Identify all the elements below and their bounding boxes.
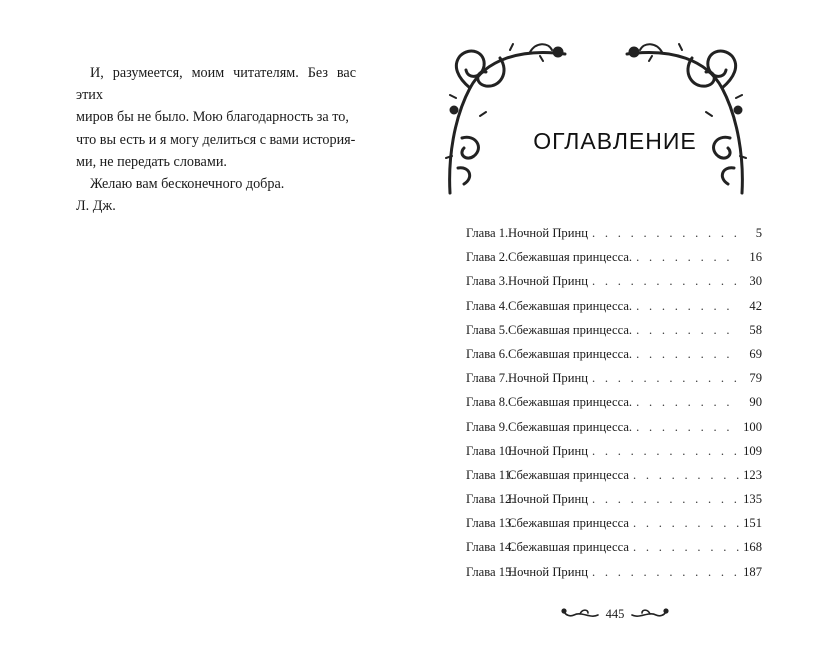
toc-chapter-label: Глава 10. bbox=[466, 443, 515, 458]
page-title: ОГЛАВЛЕНИЕ bbox=[533, 128, 697, 154]
toc-leader-dots bbox=[592, 226, 740, 241]
toc-entry bbox=[466, 492, 762, 516]
toc-leader-dots bbox=[633, 468, 739, 483]
toc-leader-dots bbox=[636, 299, 740, 314]
page-footer bbox=[410, 602, 820, 626]
toc-entry bbox=[466, 250, 762, 274]
toc-chapter-title: Ночной Принц bbox=[508, 274, 588, 289]
toc-chapter-title: Ночной Принц bbox=[508, 492, 588, 507]
toc-chapter-label: Глава 6. bbox=[466, 346, 509, 361]
toc-leader-dots bbox=[636, 395, 740, 410]
toc-leader-dots bbox=[636, 347, 740, 362]
toc-leader-dots bbox=[633, 540, 739, 555]
toc-chapter-label: Глава 15. bbox=[466, 564, 515, 579]
toc-page-number: 30 bbox=[749, 274, 762, 289]
toc-chapter-title: Ночной Принц bbox=[508, 564, 588, 579]
toc-leader-dots bbox=[636, 250, 740, 265]
toc-chapter-title: Сбежавшая принцесса. bbox=[508, 250, 633, 265]
toc-page-number: 187 bbox=[743, 564, 762, 579]
toc-chapter-title: Сбежавшая принцесса. bbox=[508, 395, 633, 410]
toc-page-number: 69 bbox=[749, 346, 762, 361]
dedication-line: миров бы не было. Мою благодарность за то, bbox=[76, 109, 349, 126]
toc-chapter-label: Глава 11. bbox=[466, 467, 515, 482]
toc-entry bbox=[466, 226, 762, 250]
toc-chapter-title: Сбежавшая принцесса. bbox=[508, 322, 633, 337]
toc-chapter-title: Сбежавшая принцесса bbox=[508, 516, 629, 531]
toc-chapter-label: Глава 2. bbox=[466, 250, 509, 265]
toc-leader-dots bbox=[592, 274, 740, 289]
toc-entry bbox=[466, 468, 762, 492]
toc-page-number: 5 bbox=[755, 226, 762, 240]
toc-chapter-label: Глава 14. bbox=[466, 540, 515, 555]
toc-page-number: 135 bbox=[743, 492, 762, 507]
toc-chapter-label: Глава 3. bbox=[466, 274, 509, 289]
toc-page-number: 168 bbox=[743, 540, 762, 555]
toc-leader-dots bbox=[592, 565, 739, 580]
toc-chapter-label: Глава 8. bbox=[466, 395, 509, 410]
dedication-line: что вы есть и я могу делиться с вами история- bbox=[76, 131, 356, 148]
toc-chapter-title: Сбежавшая принцесса. bbox=[508, 346, 633, 361]
toc-chapter-label: Глава 5. bbox=[466, 322, 509, 337]
corner-vine-ornament-icon bbox=[440, 38, 570, 198]
toc-entry bbox=[466, 540, 762, 564]
footer-flourish-right-icon bbox=[630, 607, 670, 621]
toc-page-number: 42 bbox=[749, 298, 762, 313]
toc-page-number: 16 bbox=[749, 250, 762, 265]
toc-entry bbox=[466, 565, 762, 589]
toc-chapter-label: Глава 12. bbox=[466, 492, 515, 507]
toc-chapter-label: Глава 7. bbox=[466, 371, 509, 386]
toc-leader-dots bbox=[633, 516, 739, 531]
dedication-text bbox=[76, 62, 356, 217]
toc-page-number: 58 bbox=[749, 322, 762, 337]
toc-entry bbox=[466, 395, 762, 419]
right-page bbox=[410, 0, 820, 661]
toc-chapter-label: Глава 13. bbox=[466, 516, 515, 531]
toc-chapter-title: Сбежавшая принцесса. bbox=[508, 419, 633, 434]
toc-page-number: 79 bbox=[749, 371, 762, 386]
toc-page-number: 123 bbox=[743, 467, 762, 482]
dedication-paragraph-1 bbox=[76, 62, 356, 173]
toc-chapter-title: Сбежавшая принцесса bbox=[508, 540, 629, 555]
toc-entry bbox=[466, 299, 762, 323]
toc-chapter-label: Глава 4. bbox=[466, 298, 509, 313]
toc-chapter-label: Глава 9. bbox=[466, 419, 509, 434]
toc-leader-dots bbox=[636, 420, 739, 435]
toc-page-number: 151 bbox=[743, 516, 762, 531]
toc-page-number: 90 bbox=[749, 395, 762, 410]
toc-entry bbox=[466, 347, 762, 371]
toc-chapter-title: Ночной Принц bbox=[508, 226, 588, 240]
toc-chapter-title: Ночной Принц bbox=[508, 371, 588, 386]
toc-page-number: 100 bbox=[743, 419, 762, 434]
toc-entry bbox=[466, 420, 762, 444]
toc-chapter-title: Сбежавшая принцесса bbox=[508, 467, 629, 482]
footer-flourish-left-icon bbox=[560, 607, 600, 621]
corner-vine-ornament-icon bbox=[622, 38, 752, 198]
page-number: 445 bbox=[605, 606, 625, 621]
toc-chapter-title: Сбежавшая принцесса. bbox=[508, 298, 633, 313]
table-of-contents bbox=[466, 226, 762, 589]
dedication-paragraph-2: Желаю вам бесконечного добра. bbox=[90, 176, 285, 193]
toc-chapter-title: Ночной Принц bbox=[508, 443, 588, 458]
toc-entry bbox=[466, 274, 762, 298]
toc-entry bbox=[466, 323, 762, 347]
toc-entry bbox=[466, 516, 762, 540]
toc-page-number: 109 bbox=[743, 443, 762, 458]
toc-chapter-label: Глава 1. bbox=[466, 226, 509, 240]
signature: Л. Дж. bbox=[76, 198, 116, 215]
toc-leader-dots bbox=[592, 444, 739, 459]
dedication-line: И, разумеется, моим читателям. Без вас этих bbox=[76, 65, 356, 104]
dedication-line: ми, не передать словами. bbox=[76, 153, 227, 170]
toc-entry bbox=[466, 371, 762, 395]
toc-leader-dots bbox=[592, 492, 739, 507]
toc-entry bbox=[466, 444, 762, 468]
toc-leader-dots bbox=[636, 323, 740, 338]
toc-leader-dots bbox=[592, 371, 740, 386]
